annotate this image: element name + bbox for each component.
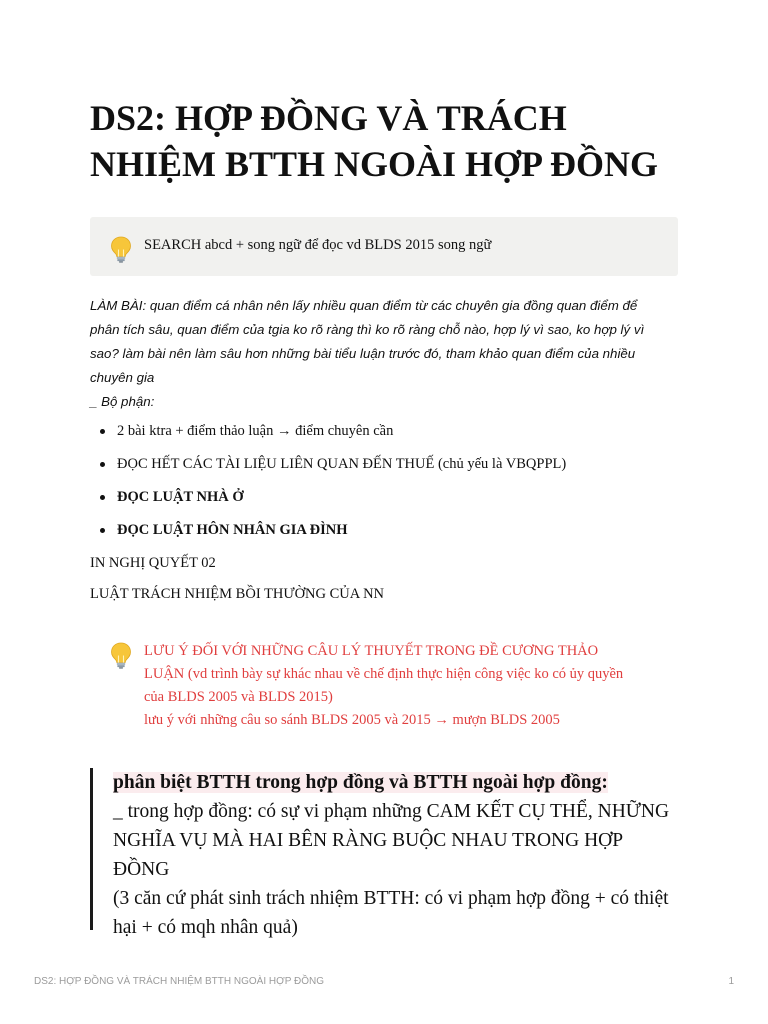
bullet-text: ĐỌC LUẬT HÔN NHÂN GIA ĐÌNH [117,522,348,538]
footer-title: DS2: HỢP ĐỒNG VÀ TRÁCH NHIỆM BTTH NGOÀI HỢP ĐỒNG [34,976,324,987]
bo-phan-label: _ Bộ phận: [90,394,155,409]
quote-line: (3 căn cứ phát sinh trách nhiệm BTTH: có vi phạm hợp đồng + có thiệt [113,888,669,909]
bullet-item [90,486,690,508]
bullet-dot-icon [100,462,105,467]
theory-note-line: LƯU Ý ĐỐI VỚI NHỮNG CÂU LÝ THUYẾT TRONG ĐỀ CƯƠNG THẢO [144,643,599,659]
theory-note-line: của BLDS 2005 và BLDS 2015) [144,689,333,705]
page-footer [34,976,734,987]
bullet-item [90,420,690,442]
lightbulb-icon [108,641,134,669]
search-tip-text: SEARCH abcd + song ngữ để đọc vd BLDS 2015 song ngữ [144,237,492,253]
lam-bai-line: LÀM BÀI: quan điểm cá nhân nên lấy nhiều quan điểm từ các chuyên gia đồng quan điểm để [90,298,638,313]
bullet-dot-icon [100,528,105,533]
theory-note-text [144,640,623,732]
lightbulb-icon [108,235,134,263]
quote-line: hại + có mqh nhân quả) [113,917,298,938]
quote-heading-text: phân biệt BTTH trong hợp đồng và BTTH ngoài hợp đồng: [113,772,608,793]
bullet-text: ĐỌC LUẬT NHÀ Ở [117,489,244,505]
lam-bai-line: chuyên gia [90,370,155,385]
bullet-item [90,519,690,541]
comparison-quote-block [90,768,680,938]
bullet-text: 2 bài ktra + điểm thảo luận → điểm chuyên cần [117,423,394,439]
search-tip-callout [90,217,678,276]
lam-bai-paragraph [90,294,680,414]
quote-line: _ trong hợp đồng: có sự vi phạm những CAM KẾT CỤ THỂ, NHỮNG [113,801,670,822]
bullet-item [90,453,690,475]
page-number: 1 [728,976,734,987]
quote-heading [113,768,680,797]
theory-note-callout [90,640,678,732]
bullet-dot-icon [100,429,105,434]
page-title: DS2: HỢP ĐỒNG VÀ TRÁCH NHIỆM BTTH NGOÀI HỢP ĐỒNG [90,98,659,184]
theory-note-line: LUẬN (vd trình bày sự khác nhau về chế định thực hiện công việc ko có ủy quyền [144,666,624,682]
task-bullet-list [90,420,690,552]
bullet-dot-icon [100,495,105,500]
lam-bai-line: sao? làm bài nên làm sâu hơn những bài tiểu luận trước đó, tham khảo quan điểm của nhiều [90,346,636,361]
theory-note-line: lưu ý với những câu so sánh BLDS 2005 và 2015 → mượn BLDS 2005 [144,712,560,728]
note-luat-trach-nhiem: LUẬT TRÁCH NHIỆM BỒI THƯỜNG CỦA NN [90,586,385,602]
quote-line: NGHĨA VỤ MÀ HAI BÊN RÀNG BUỘC NHAU TRONG HỢP ĐỒNG [113,830,623,880]
lam-bai-line: phân tích sâu, quan điểm của tgia ko rõ ràng thì ko rõ ràng chỗ nào, hợp lý vì sao, ko hợp lý vì [90,322,645,337]
note-nghi-quyet: IN NGHỊ QUYẾT 02 [90,555,216,571]
bullet-text: ĐỌC HẾT CÁC TÀI LIỆU LIÊN QUAN ĐẾN THUẾ (chủ yếu là VBQPPL) [117,456,567,472]
